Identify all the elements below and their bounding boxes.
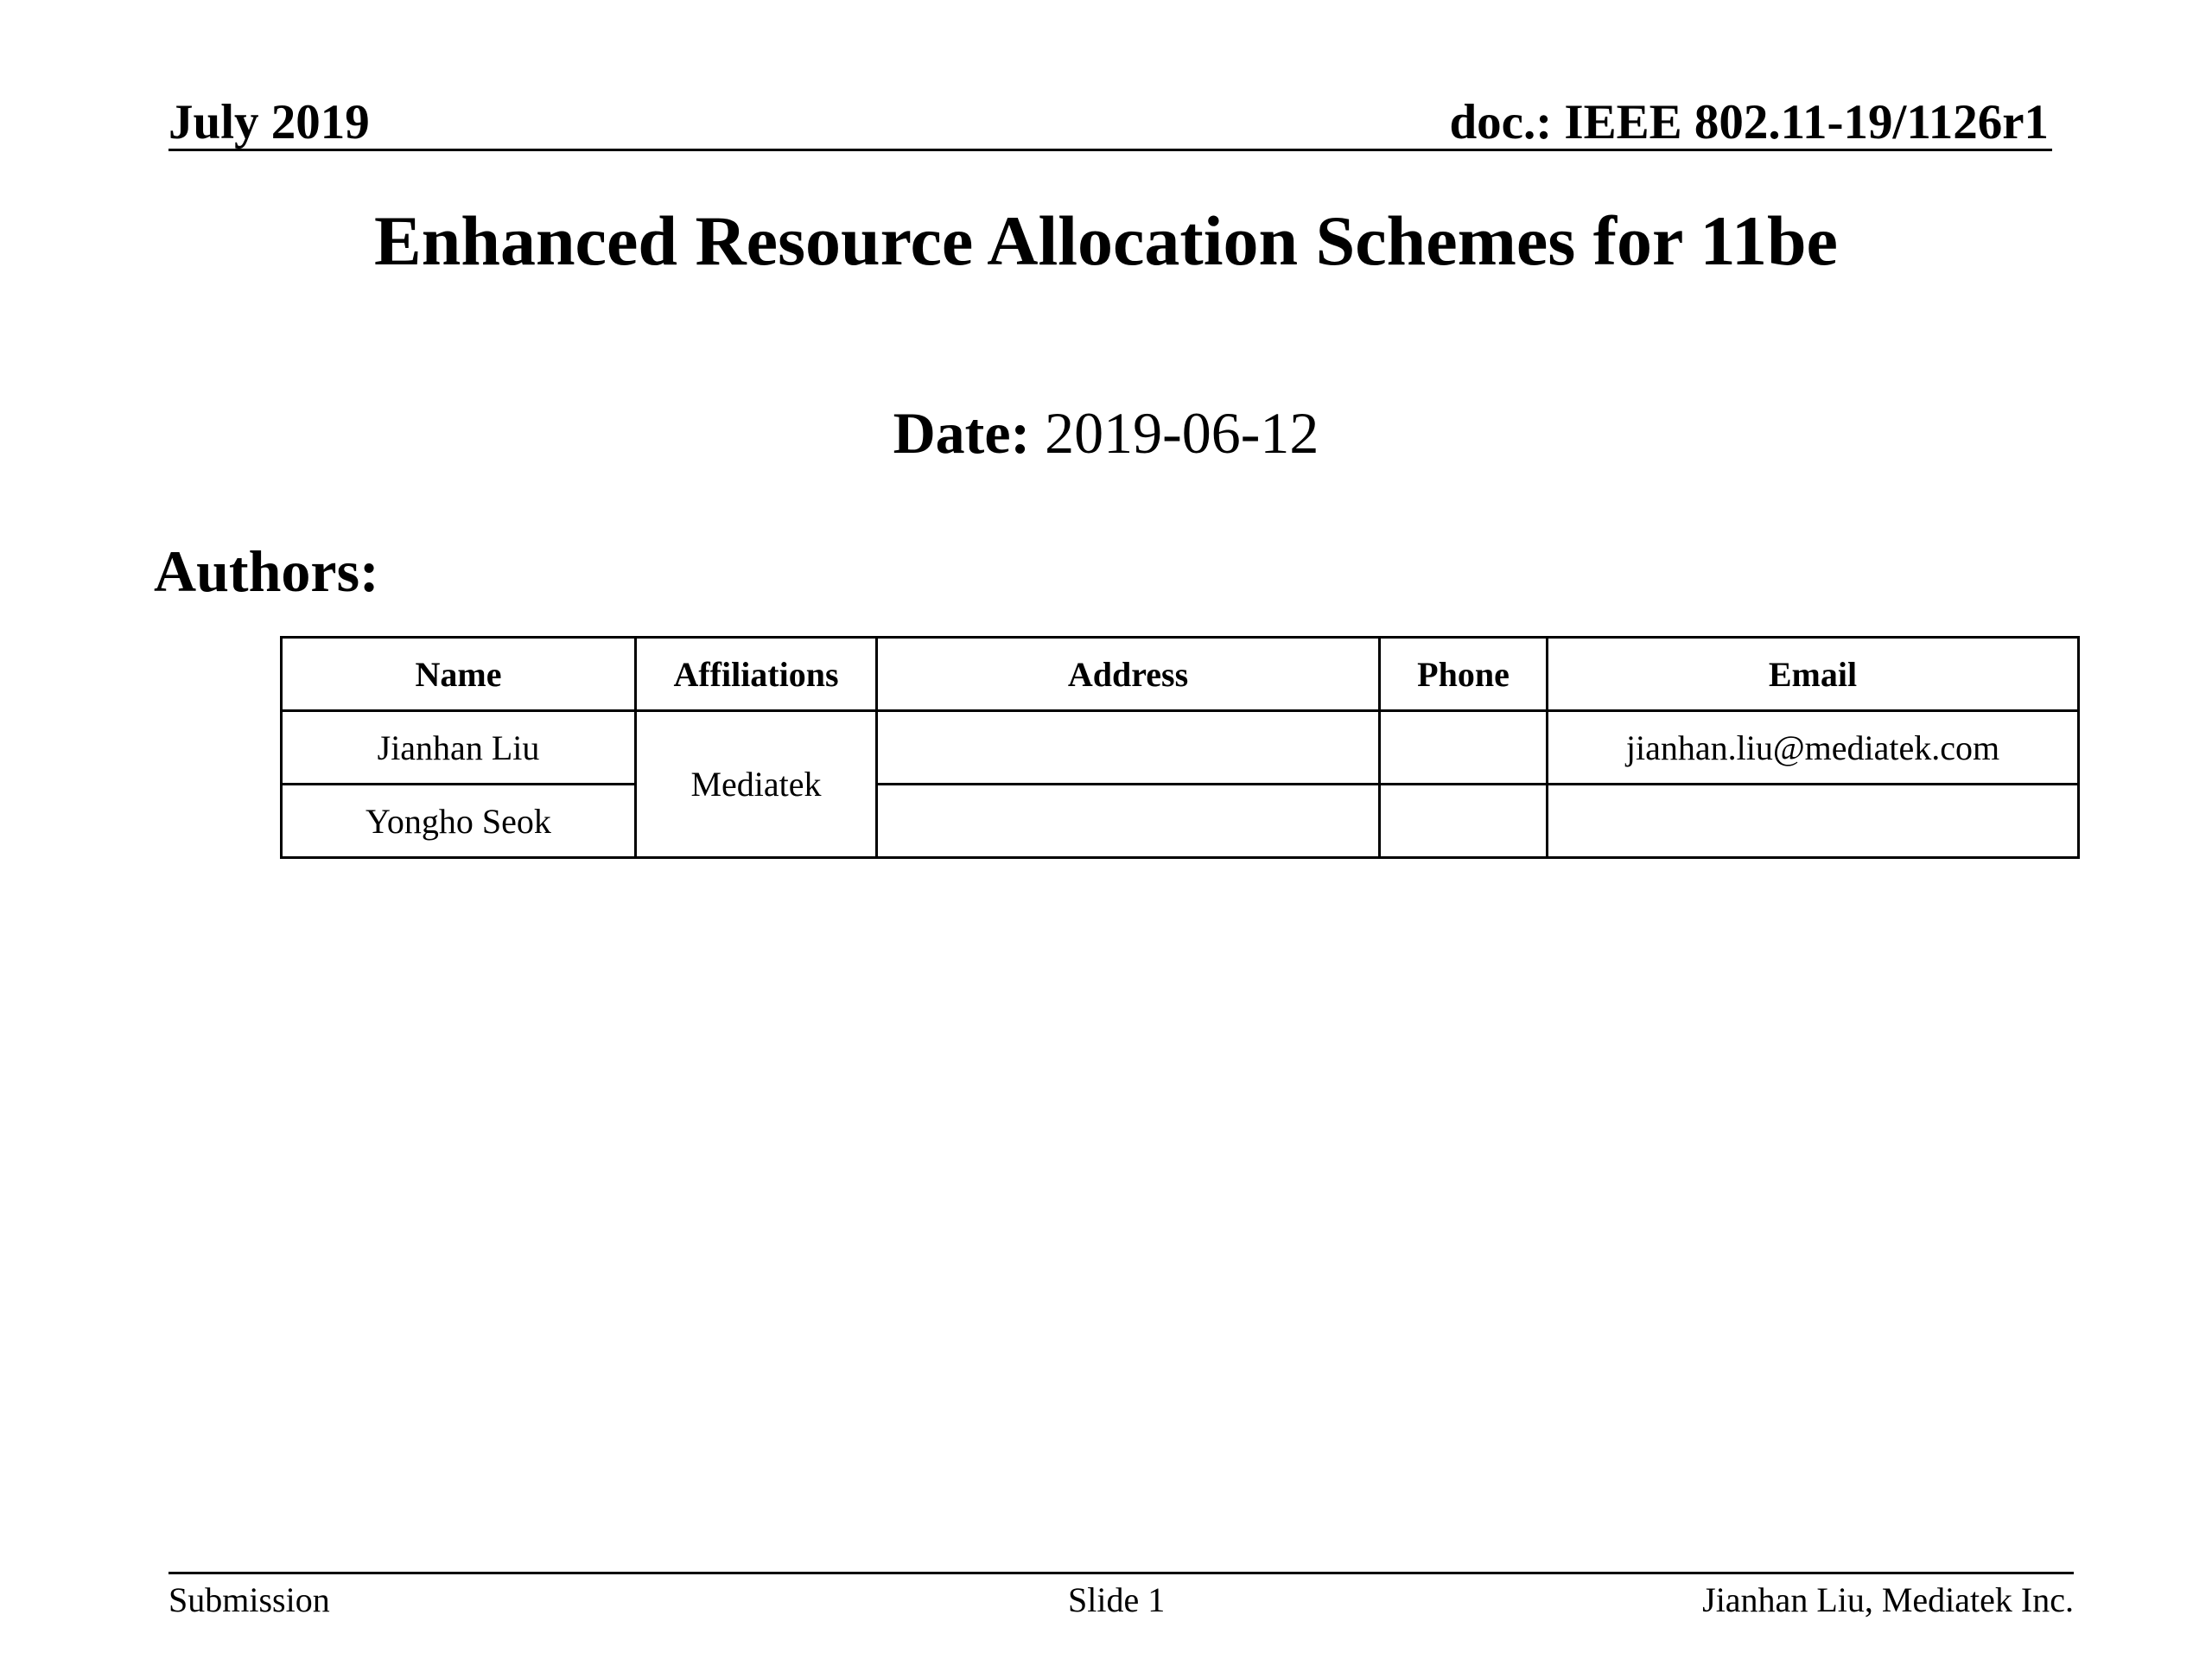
date-line xyxy=(0,400,2212,466)
header-date: July 2019 xyxy=(168,95,370,149)
header-doc-id: doc.: IEEE 802.11-19/1126r1 xyxy=(1449,95,2049,149)
table-header-row xyxy=(282,638,2079,711)
author-affiliation-cell: Mediatek xyxy=(636,711,877,858)
author-email-cell: jianhan.liu@mediatek.com xyxy=(1548,711,2079,785)
slide-header xyxy=(168,86,2052,151)
footer-author: Jianhan Liu, Mediatek Inc. xyxy=(1702,1580,2074,1619)
date-label: Date: xyxy=(893,400,1031,466)
author-phone-cell xyxy=(1380,711,1548,785)
table-row xyxy=(282,711,2079,785)
authors-heading: Authors: xyxy=(154,538,379,604)
footer-slide-number: Slide 1 xyxy=(1068,1580,1166,1619)
author-address-cell xyxy=(877,785,1380,858)
slide-title: Enhanced Resource Allocation Schemes for 11be xyxy=(374,201,1838,280)
author-name-cell: Yongho Seok xyxy=(282,785,636,858)
author-email-cell xyxy=(1548,785,2079,858)
column-header-affiliations: Affiliations xyxy=(636,638,877,711)
date-value: 2019-06-12 xyxy=(1045,400,1319,466)
footer-submission: Submission xyxy=(168,1580,330,1619)
column-header-email: Email xyxy=(1548,638,2079,711)
column-header-address: Address xyxy=(877,638,1380,711)
table-row xyxy=(282,785,2079,858)
author-name-cell: Jianhan Liu xyxy=(282,711,636,785)
slide-footer xyxy=(168,1572,2074,1626)
column-header-name: Name xyxy=(282,638,636,711)
author-address-cell xyxy=(877,711,1380,785)
authors-table xyxy=(280,636,2080,859)
author-phone-cell xyxy=(1380,785,1548,858)
column-header-phone: Phone xyxy=(1380,638,1548,711)
